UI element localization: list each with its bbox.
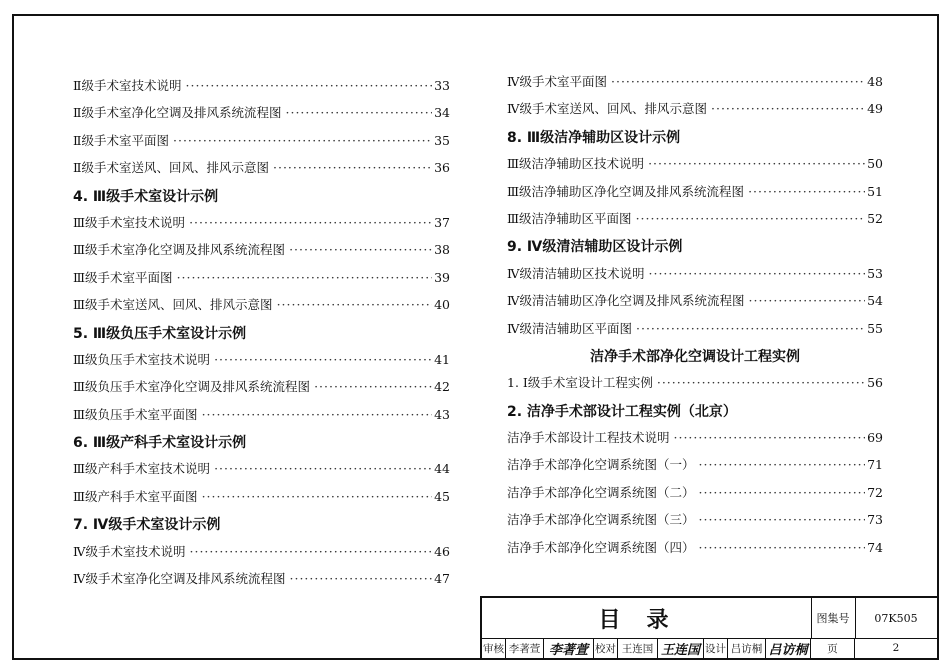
- toc-entry: [73, 569, 450, 596]
- toc-entry: [507, 72, 883, 99]
- toc-leader-dots: [748, 184, 865, 199]
- atlas-number-label: 图集号: [811, 598, 856, 638]
- toc-entry-title: Ⅲ级产科手术室平面图: [73, 488, 198, 504]
- toc-entry-title: Ⅱ级手术室送风、回风、排风示意图: [73, 160, 269, 176]
- toc-entry: [73, 131, 450, 158]
- toc-leader-dots: [749, 293, 866, 308]
- document-title: 目录: [482, 598, 812, 638]
- toc-entry-page: 33: [434, 78, 450, 93]
- toc-entry: [73, 158, 450, 185]
- designer-name: 吕访桐: [728, 638, 766, 658]
- toc-entry-page: 53: [867, 265, 883, 281]
- toc-entry: [73, 459, 450, 486]
- toc-right-column: [507, 72, 883, 565]
- toc-section-heading: 5. Ⅲ级负压手术室设计示例: [73, 325, 247, 342]
- page-number: 2: [892, 642, 900, 654]
- toc-entry-title: Ⅳ级清洁辅助区技术说明: [507, 265, 645, 281]
- toc-entry-title: Ⅲ级手术室平面图: [73, 269, 173, 285]
- toc-entry: [507, 209, 883, 236]
- toc-entry: [507, 428, 883, 455]
- toc-leader-dots: [674, 430, 866, 445]
- toc-entry-title: 洁净手术部净化空调系统图（二）: [507, 484, 695, 500]
- design-label: 设计: [704, 638, 728, 658]
- checker-signature: 王连国: [658, 638, 704, 658]
- toc-leader-dots: [290, 571, 433, 586]
- toc-entry: [507, 291, 883, 318]
- toc-entry-title: Ⅳ级手术室平面图: [507, 74, 607, 89]
- toc-leader-dots: [214, 352, 432, 367]
- toc-entry-title: Ⅲ级手术室技术说明: [73, 214, 186, 230]
- toc-entry-title: 洁净手术部净化空调系统图（三）: [507, 512, 695, 528]
- toc-entry-page: 69: [867, 430, 883, 446]
- toc-entry-page: 38: [434, 242, 450, 258]
- toc-entry-page: 56: [867, 375, 883, 391]
- toc-entry-page: 55: [867, 320, 883, 336]
- toc-entry: [507, 483, 883, 510]
- toc-entry: [73, 487, 450, 514]
- toc-entry-page: 48: [867, 74, 883, 89]
- toc-entry-page: 42: [434, 379, 450, 395]
- toc-entry-page: 43: [434, 406, 450, 422]
- toc-entry-title: 1. Ⅰ级手术室设计工程实例: [507, 375, 653, 391]
- toc-entry-page: 34: [434, 105, 450, 121]
- toc-entry: [507, 510, 883, 537]
- toc-entry-page: 54: [867, 293, 883, 309]
- toc-leader-dots: [699, 457, 866, 472]
- toc-entry: [73, 76, 450, 103]
- toc-entry: [73, 213, 450, 240]
- toc-leader-dots: [699, 512, 866, 527]
- toc-entry-page: 47: [434, 571, 450, 587]
- toc-entry-title: Ⅲ级洁净辅助区技术说明: [507, 156, 645, 172]
- toc-entry: [73, 240, 450, 267]
- toc-entry: [73, 377, 450, 404]
- toc-leader-dots: [214, 461, 432, 476]
- toc-entry-page: 73: [867, 512, 883, 528]
- toc-entry: [507, 264, 883, 291]
- toc-entry-page: 39: [434, 269, 450, 285]
- toc-entry-title: Ⅲ级手术室净化空调及排风系统流程图: [73, 242, 286, 258]
- toc-entry-page: 46: [434, 543, 450, 559]
- toc-entry-page: 52: [867, 210, 883, 226]
- check-label: 校对: [594, 638, 618, 658]
- reviewer-name: 李著萱: [506, 638, 544, 658]
- toc-entry: [507, 99, 883, 126]
- review-label: 审核: [482, 638, 506, 658]
- toc-leader-dots: [699, 540, 866, 555]
- reviewer-signature: 李著萱: [544, 638, 594, 658]
- toc-section-heading: 8. Ⅲ级洁净辅助区设计示例: [507, 129, 681, 146]
- toc-entry-title: Ⅲ级洁净辅助区平面图: [507, 210, 632, 226]
- toc-entry: [507, 319, 883, 346]
- toc-entry: [73, 103, 450, 130]
- toc-entry-page: 74: [867, 539, 883, 555]
- checker-name: 王连国: [618, 638, 658, 658]
- toc-entry-page: 35: [434, 132, 450, 148]
- toc-entry: [507, 373, 883, 400]
- toc-section-heading: 6. Ⅲ级产科手术室设计示例: [73, 435, 247, 452]
- toc-entry-page: 44: [434, 461, 450, 477]
- toc-leader-dots: [277, 297, 433, 312]
- page-label: 页: [811, 638, 855, 658]
- toc-leader-dots: [649, 266, 866, 281]
- toc-leader-dots: [699, 485, 866, 500]
- atlas-number: 07K505: [874, 611, 918, 625]
- toc-entry-page: 49: [867, 101, 883, 117]
- toc-entry-page: 72: [867, 484, 883, 500]
- toc-entry-title: Ⅲ级洁净辅助区净化空调及排风系统流程图: [507, 183, 745, 199]
- toc-leader-dots: [289, 242, 432, 257]
- toc-leader-dots: [657, 375, 865, 390]
- toc-leader-dots: [190, 544, 433, 559]
- toc-entry: [73, 350, 450, 377]
- toc-entry: [73, 295, 450, 322]
- toc-entry-title: Ⅳ级手术室送风、回风、排风示意图: [507, 101, 707, 117]
- toc-leader-dots: [314, 379, 432, 394]
- toc-leader-dots: [273, 160, 432, 175]
- toc-leader-dots: [636, 211, 866, 226]
- toc-entry-title: Ⅲ级产科手术室技术说明: [73, 461, 211, 477]
- toc-leader-dots: [636, 321, 865, 336]
- toc-entry-title: Ⅱ级手术室净化空调及排风系统流程图: [73, 105, 282, 121]
- toc-section-heading: 2. 洁净手术部设计工程实例（北京）: [507, 403, 737, 420]
- toc-entry: [507, 182, 883, 209]
- toc-section-heading: 洁净手术部净化空调设计工程实例: [590, 348, 800, 365]
- toc-section-heading: 4. Ⅲ级手术室设计示例: [73, 188, 219, 205]
- toc-entry-page: 36: [434, 160, 450, 176]
- toc-entry-page: 40: [434, 297, 450, 313]
- designer-signature: 吕访桐: [766, 638, 811, 658]
- toc-leader-dots: [202, 489, 433, 504]
- toc-leader-dots: [711, 101, 865, 116]
- toc-entry-page: 41: [434, 351, 450, 367]
- toc-entry-title: Ⅱ级手术室技术说明: [73, 78, 182, 93]
- toc-leader-dots: [286, 105, 433, 120]
- toc-entry-page: 37: [434, 214, 450, 230]
- toc-entry-page: 51: [867, 183, 883, 199]
- toc-entry-title: Ⅲ级负压手术室技术说明: [73, 351, 211, 367]
- toc-entry-title: Ⅲ级负压手术室平面图: [73, 406, 198, 422]
- toc-entry: [73, 268, 450, 295]
- toc-entry-page: 45: [434, 488, 450, 504]
- toc-entry-title: Ⅳ级手术室技术说明: [73, 543, 186, 559]
- toc-entry: [73, 405, 450, 432]
- toc-entry: [507, 538, 883, 565]
- title-block: [480, 596, 937, 658]
- toc-entry-title: 洁净手术部设计工程技术说明: [507, 430, 670, 446]
- toc-entry-page: 71: [867, 457, 883, 473]
- toc-leader-dots: [648, 156, 865, 171]
- toc-section-heading: 9. Ⅳ级清洁辅助区设计示例: [507, 239, 683, 256]
- toc-leader-dots: [177, 270, 433, 285]
- toc-entry-title: Ⅳ级清洁辅助区净化空调及排风系统流程图: [507, 293, 745, 309]
- toc-entry: [507, 154, 883, 181]
- toc-entry-title: Ⅲ级手术室送风、回风、排风示意图: [73, 297, 273, 313]
- toc-entry: [73, 542, 450, 569]
- toc-entry: [507, 455, 883, 482]
- toc-leader-dots: [186, 78, 433, 93]
- toc-entry-title: 洁净手术部净化空调系统图（一）: [507, 457, 695, 473]
- toc-entry-title: Ⅳ级手术室净化空调及排风系统流程图: [73, 571, 286, 587]
- toc-entry-title: 洁净手术部净化空调系统图（四）: [507, 539, 695, 555]
- toc-entry-title: Ⅲ级负压手术室净化空调及排风系统流程图: [73, 379, 311, 395]
- toc-entry-page: 50: [867, 156, 883, 172]
- toc-leader-dots: [202, 407, 433, 422]
- toc-leader-dots: [173, 133, 432, 148]
- toc-leader-dots: [611, 74, 865, 89]
- toc-entry-title: Ⅳ级清洁辅助区平面图: [507, 320, 632, 336]
- toc-section-heading: 7. Ⅳ级手术室设计示例: [73, 517, 221, 534]
- toc-entry-title: Ⅱ级手术室平面图: [73, 132, 169, 148]
- toc-leader-dots: [189, 215, 432, 230]
- toc-left-column: [73, 76, 450, 596]
